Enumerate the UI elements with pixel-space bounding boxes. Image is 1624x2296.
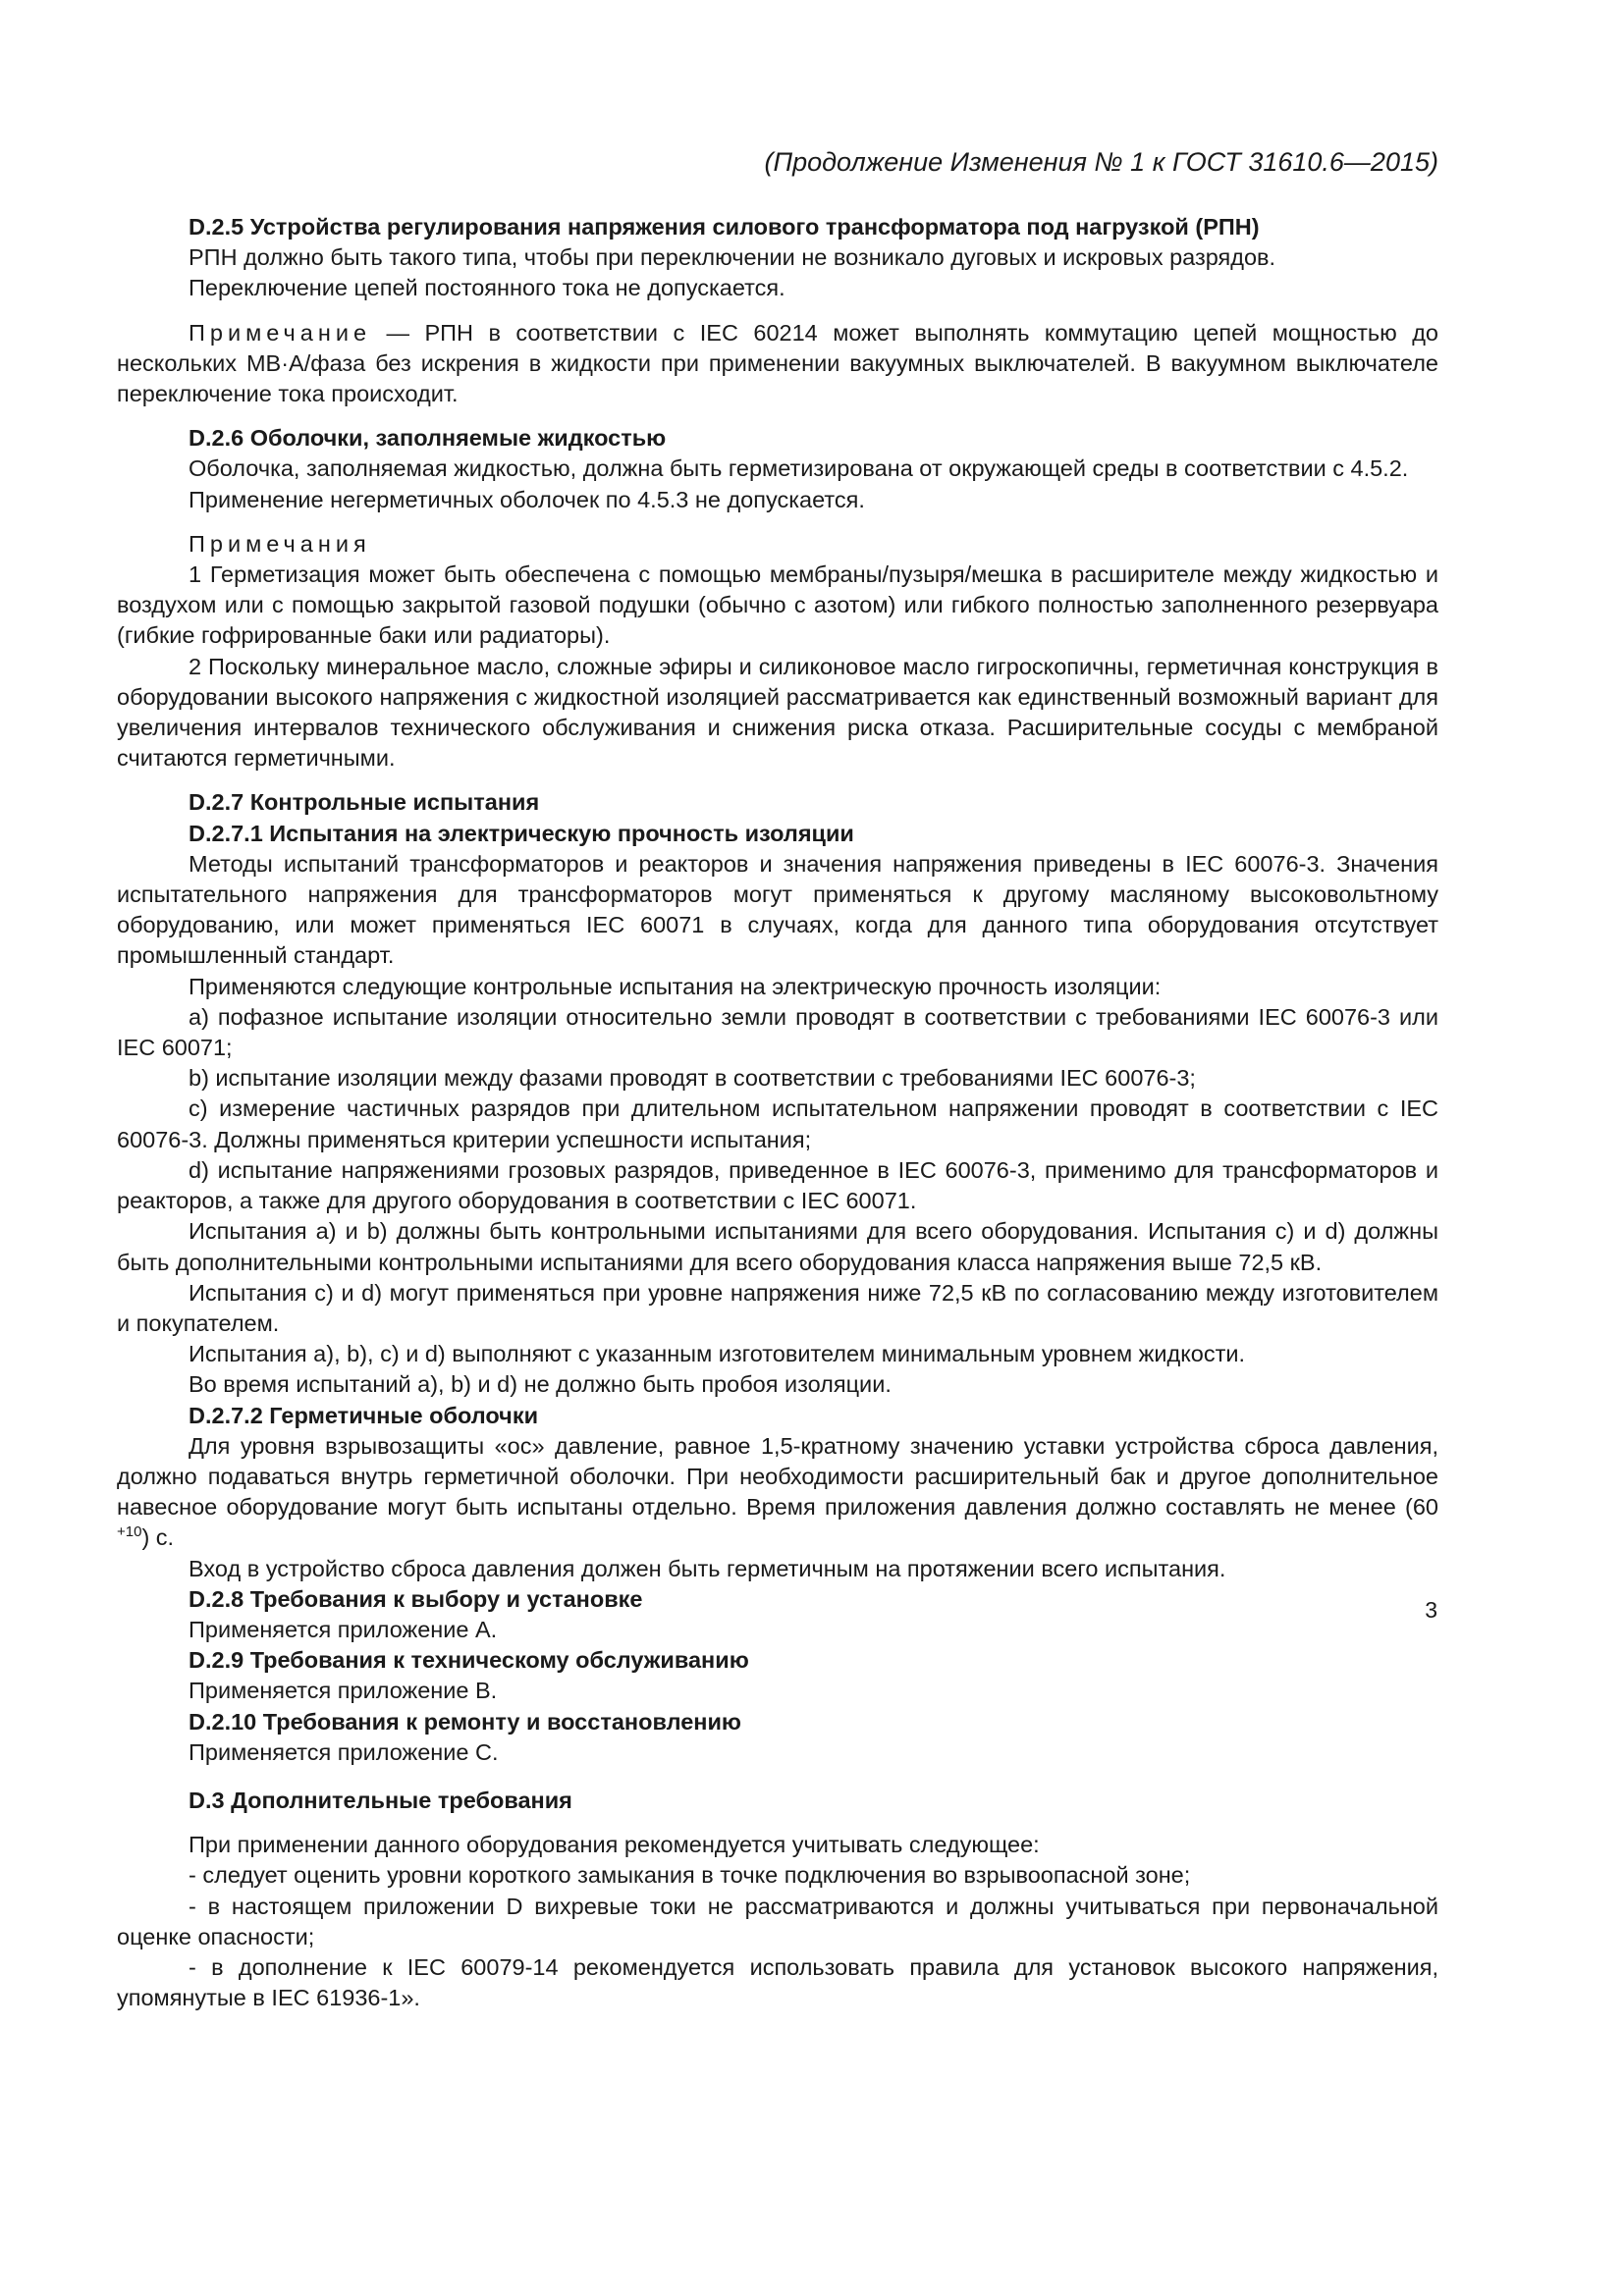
paragraph — [117, 1431, 1438, 1554]
paragraph: Применяется приложение В. — [189, 1678, 498, 1704]
section-heading-d210: D.2.10 Требования к ремонту и восстановлению — [189, 1708, 741, 1735]
paragraph: Переключение цепей постоянного тока не допускается. — [189, 275, 785, 301]
section-heading-d272: D.2.7.2 Герметичные оболочки — [189, 1402, 539, 1428]
paragraph: Испытания a), b), c) и d) выполняют с указанным изготовителем минимальным уровнем жидкости. — [189, 1341, 1246, 1367]
page-header: (Продолжение Изменения № 1 к ГОСТ 31610.6—2015) — [764, 147, 1438, 177]
paragraph: Оболочка, заполняемая жидкостью, должна быть герметизирована от окружающей среды в соответствии с 4.5.2. — [189, 455, 1409, 482]
document-body — [117, 212, 1438, 2013]
section-heading-d28: D.2.8 Требования к выбору и установке — [189, 1585, 643, 1612]
section-heading-d3: D.3 Дополнительные требования — [189, 1787, 572, 1813]
paragraph: Во время испытаний a), b) и d) не должно быть пробоя изоляции. — [189, 1371, 892, 1398]
section-heading-d271: D.2.7.1 Испытания на электрическую прочность изоляции — [189, 820, 854, 846]
note-item: 1 Герметизация может быть обеспечена с помощью мембраны/пузыря/мешка в расширителе между жидкостью и воздухом или с помощью закрытой газовой подушки (обычно с азотом) или гибкого полностью заполненного резервуара (гибкие гофрированные баки или радиаторы). — [117, 561, 1438, 649]
list-item: a) пофазное испытание изоляции относительно земли проводят в соответствии с требованиями IEC 60076-3 или IEC 60071; — [117, 1003, 1438, 1061]
list-item: b) испытание изоляции между фазами проводят в соответствии с требованиями IEC 60076-3; — [189, 1065, 1196, 1092]
note-label: Примечание — [189, 319, 372, 346]
list-item: c) измерение частичных разрядов при длительном испытательном напряжении проводят в соответствии с IEC 60076-3. Должны применяться критерии успешности испытания; — [117, 1095, 1438, 1152]
paragraph: Испытания a) и b) должны быть контрольными испытаниями для всего оборудования. Испытания c) и d) должны быть дополнительными контрольными испытаниями для всего оборудования класса напряжения выше 72,5 кВ. — [117, 1218, 1438, 1275]
paragraph: Применяется приложение С. — [189, 1738, 499, 1765]
paragraph: Применение негерметичных оболочек по 4.5.3 не допускается. — [189, 486, 865, 512]
superscript: +10 — [117, 1523, 142, 1541]
paragraph: Испытания c) и d) могут применяться при уровне напряжения ниже 72,5 кВ по согласованию между изготовителем и покупателем. — [117, 1279, 1438, 1336]
paragraph: Применяется приложение А. — [189, 1616, 498, 1642]
notes-label: Примечания — [189, 530, 371, 557]
note-text: — РПН в соответствии с IEC 60214 может выполнять коммутацию цепей мощностью до нескольких МВ·А/фаза без искрения в жидкости при применении вакуумных выключателей. В вакуумном выключателе переключение тока происходит. — [117, 319, 1438, 407]
note — [117, 318, 1438, 410]
section-heading-d25: D.2.5 Устройства регулирования напряжения силового трансформатора под нагрузкой (РПН) — [189, 214, 1260, 240]
paragraph: РПН должно быть такого типа, чтобы при переключении не возникало дуговых и искровых разрядов. — [189, 244, 1276, 271]
list-item: d) испытание напряжениями грозовых разрядов, приведенное в IEC 60076-3, применимо для трансформаторов и реакторов, а также для другого оборудования в соответствии с IEC 60071. — [117, 1156, 1438, 1214]
list-item: - в настоящем приложении D вихревые токи не рассматриваются и должны учитываться при первоначальной оценке опасности; — [117, 1893, 1438, 1949]
list-item: - следует оценить уровни короткого замыкания в точке подключения во взрывоопасной зоне; — [189, 1862, 1191, 1889]
paragraph: При применении данного оборудования рекомендуется учитывать следующее: — [189, 1832, 1040, 1858]
page-number: 3 — [1425, 1597, 1437, 1623]
text-run: Для уровня взрывозащиты «ос» давление, равное 1,5-кратному значению уставки устройства сброса давления, должно подаваться внутрь герметичной оболочки. При необходимости расширительный бак и другое дополнительное навесное оборудование могут быть испытаны отдельно. Время приложения давления должно составлять не менее (60 — [117, 1432, 1438, 1521]
paragraph: Вход в устройство сброса давления должен быть герметичным на протяжении всего испытания. — [189, 1555, 1226, 1581]
paragraph: Методы испытаний трансформаторов и реакторов и значения напряжения приведены в IEC 60076-3. Значения испытательного напряжения для трансформаторов могут применяться к другому масляному высоковольтному оборудованию, или может применяться IEC 60071 в случаях, когда для данного типа оборудования отсутствует промышленный стандарт. — [117, 850, 1438, 969]
section-heading-d26: D.2.6 Оболочки, заполняемые жидкостью — [189, 425, 667, 452]
section-heading-d29: D.2.9 Требования к техническому обслуживанию — [189, 1647, 749, 1674]
paragraph: Применяются следующие контрольные испытания на электрическую прочность изоляции: — [189, 973, 1162, 999]
list-item: - в дополнение к IEC 60079-14 рекомендуется использовать правила для установок высокого напряжения, упомянутые в IEC 61936-1». — [117, 1953, 1438, 2011]
section-heading-d27: D.2.7 Контрольные испытания — [189, 789, 540, 816]
note-item: 2 Поскольку минеральное масло, сложные эфиры и силиконовое масло гигроскопичны, герметичная конструкция в оборудовании высокого напряжения с жидкостной изоляцией рассматривается как единственный возможный вариант для увеличения интервалов технического обслуживания и снижения риска отказа. Расширительные сосуды с мембраной считаются герметичными. — [117, 653, 1438, 772]
text-run: ) с. — [141, 1524, 175, 1551]
